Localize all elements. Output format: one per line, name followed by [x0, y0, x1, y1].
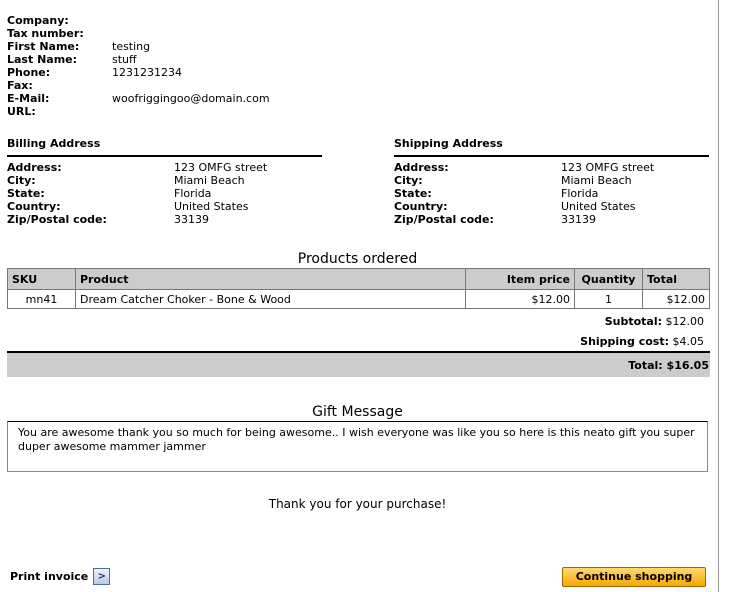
continue-shopping-button[interactable]: Continue shopping	[562, 567, 706, 587]
info-row-company: Company:	[7, 14, 69, 27]
cell-total: $12.00	[643, 290, 710, 309]
products-title: Products ordered	[297, 251, 418, 267]
billing-row-country: Country: United States	[7, 200, 249, 213]
arrow-right-icon[interactable]: >	[93, 568, 110, 585]
col-sku: SKU	[8, 269, 76, 290]
col-product: Product	[76, 269, 466, 290]
print-invoice-link[interactable]	[10, 568, 110, 585]
cell-product: Dream Catcher Choker - Bone & Wood	[76, 290, 466, 309]
info-row-last-name: Last Name: stuff	[7, 53, 137, 66]
shipping-address	[394, 137, 709, 226]
billing-address	[7, 137, 322, 226]
info-row-email: E-Mail: woofriggingoo@domain.com	[7, 92, 270, 105]
page-right-border	[718, 0, 719, 592]
info-row-tax: Tax number:	[7, 27, 84, 40]
shipping-row-zip: Zip/Postal code: 33139	[394, 213, 596, 226]
shipping-heading: Shipping Address	[394, 137, 709, 157]
thank-you-text: Thank you for your purchase!	[268, 497, 447, 511]
customer-info	[7, 14, 270, 118]
shipping-row-city: City: Miami Beach	[394, 174, 632, 187]
cell-quantity: 1	[575, 290, 643, 309]
shipping-row-address: Address: 123 OMFG street	[394, 161, 655, 174]
info-row-fax: Fax:	[7, 79, 33, 92]
info-row-first-name: First Name: testing	[7, 40, 151, 53]
billing-row-city: City: Miami Beach	[7, 174, 245, 187]
table-row	[8, 290, 710, 309]
billing-row-zip: Zip/Postal code: 33139	[7, 213, 209, 226]
cell-sku: mn41	[8, 290, 76, 309]
print-invoice-label[interactable]: Print invoice	[10, 570, 89, 583]
info-row-url: URL:	[7, 105, 36, 118]
products-table	[7, 268, 710, 309]
billing-row-address: Address: 123 OMFG street	[7, 161, 268, 174]
total-line: Total: $16.05	[628, 359, 709, 372]
shipping-cost-line: Shipping cost: $4.05	[580, 335, 704, 348]
col-quantity: Quantity	[575, 269, 643, 290]
billing-row-state: State: Florida	[7, 187, 212, 200]
col-total: Total	[643, 269, 710, 290]
info-row-phone: Phone: 1231231234	[7, 66, 182, 79]
cell-item-price: $12.00	[466, 290, 575, 309]
gift-message-box: You are awesome thank you so much for being awesome.. I wish everyone was like you so here is this neato gift you super duper awesome mammer jammer	[7, 421, 708, 472]
products-header-row	[8, 269, 710, 290]
shipping-row-country: Country: United States	[394, 200, 636, 213]
gift-title: Gift Message	[312, 404, 403, 420]
subtotal-line: Subtotal: $12.00	[604, 315, 704, 328]
shipping-row-state: State: Florida	[394, 187, 599, 200]
total-bar	[7, 353, 710, 377]
billing-heading: Billing Address	[7, 137, 322, 157]
col-item-price: Item price	[466, 269, 575, 290]
